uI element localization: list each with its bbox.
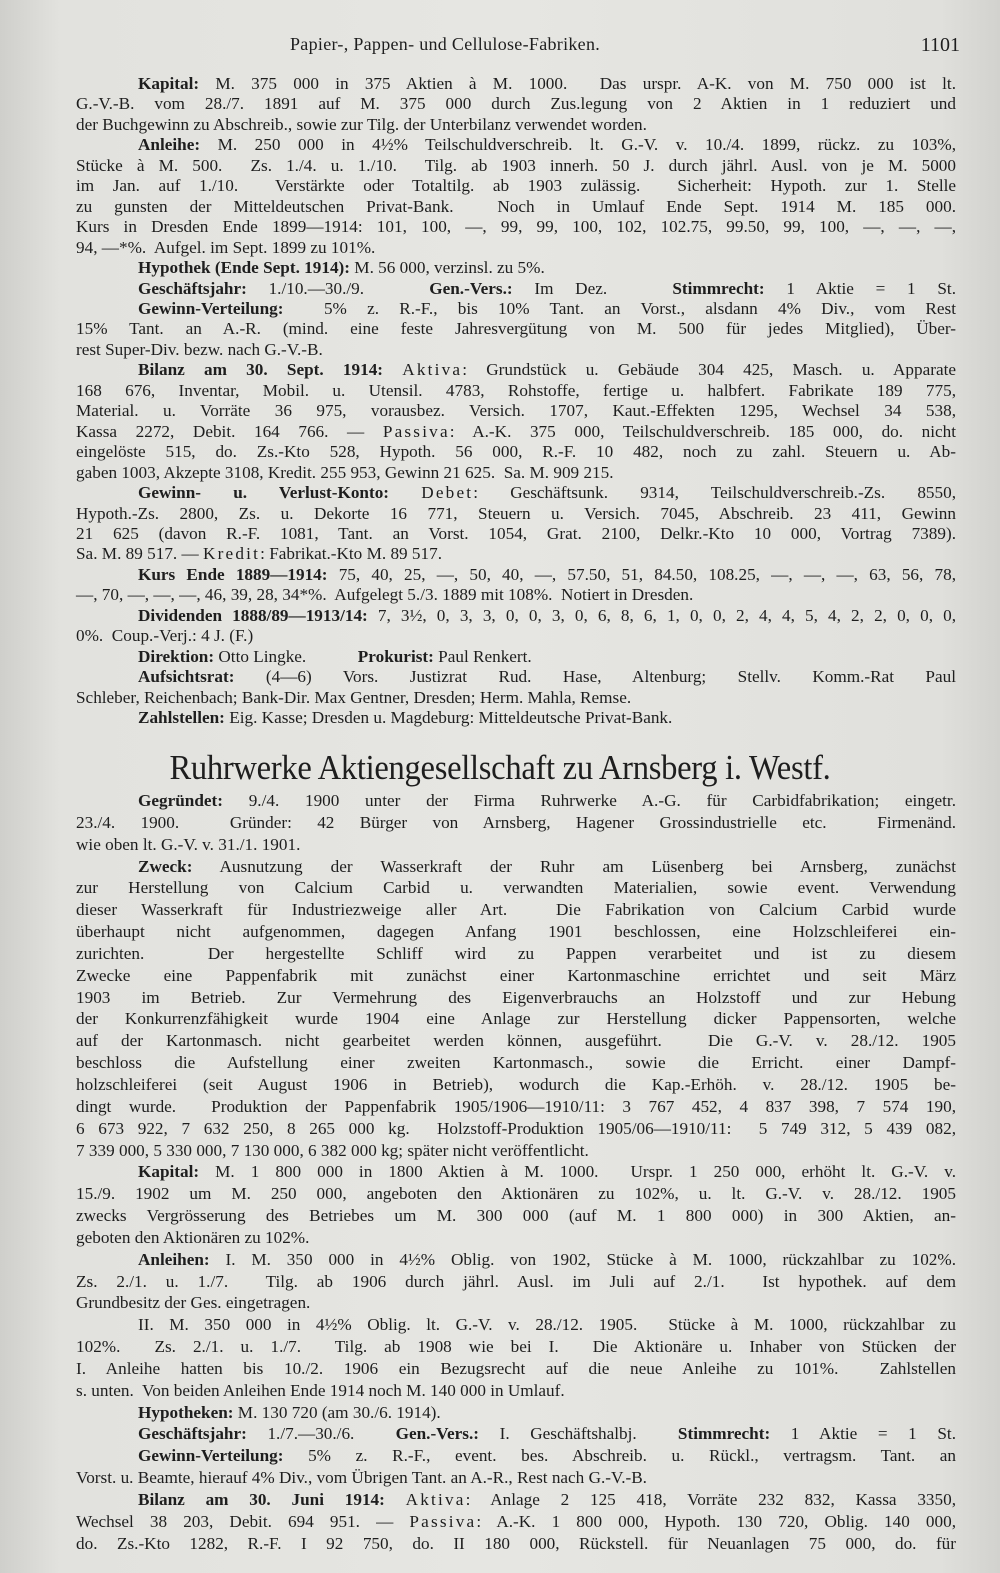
spaced-label: Kredit <box>203 544 261 564</box>
text-run: zwecks Vergrösserung des Betriebes um M. 300 000 (auf M. 1 800 000) in 300 Aktien, an- <box>76 1206 956 1226</box>
text-run: Zwecke eine Pappenfabrik mit zunächst einer Kartonmaschine errichtet und seit März <box>76 965 956 985</box>
text-line <box>76 1183 956 1205</box>
text-run: Stücke à M. 500. Zs. 1./4. u. 1./10. Tilg. ab 1903 innerh. 50 J. durch jährl. Ausl. von je M. 5000 <box>76 155 956 175</box>
text-run: dieser Wasserkraft für Industriezweige aller Art. Die Fabrikation von Calcium Carbid wurde <box>76 900 956 920</box>
text-run: Hypoth.-Zs. 2800, Zs. u. Dekorte 16 771, Steuern u. Versich. 7045, Abschreib. 23 411, Gewinn <box>76 503 956 523</box>
text-run: 9./4. 1900 unter der Firma Ruhrwerke A.-G. für Carbidfabrikation; eingetr. <box>222 791 956 810</box>
spaced-label: Passiva <box>382 421 450 441</box>
text-line <box>76 877 956 899</box>
text-line <box>76 1271 956 1293</box>
text-run: zu gunsten der Mitteldeutschen Privat-Bank. Noch in Umlauf Ende Sept. 1914 M. 185 000. <box>76 196 956 216</box>
text-run: rest Super-Div. bezw. nach G.-V.-B. <box>76 339 323 359</box>
text-run: —, 70, —, —, —, 46, 39, 28, 34*%. Aufgelegt 5./3. 1889 mit 108%. Notiert in Dresden. <box>76 585 694 605</box>
text-run: II. M. 350 000 in 4½% Oblig. lt. G.-V. v. 28./12. 1905. Stücke à M. 1000, rückzahlbar zu <box>138 1315 956 1335</box>
paragraph <box>76 708 956 728</box>
text-line <box>76 463 956 483</box>
text-line <box>76 1096 956 1118</box>
page-number: 1101 <box>920 34 960 56</box>
field-label: Gewinn-Verteilung: <box>138 298 284 318</box>
text-line <box>76 943 956 965</box>
text-run: der Konkurrenzfähigkeit wurde 1904 eine Anlage zur Herstellung dicker Pappensorten, welche <box>76 1009 956 1029</box>
text-run: zur Herstellung von Calcium Carbid u. verwandten Materialien, sowie event. Verwendung <box>76 878 956 898</box>
text-run: 94, —*%. Aufgel. im Sept. 1899 zu 101%. <box>76 237 376 257</box>
text-line <box>76 565 956 585</box>
text-line <box>76 1140 956 1162</box>
text-run: im Jan. auf 1./10. Verstärkte oder Totaltilg. ab 1903 zulässig. Sicherheit: Hypoth. zur 1. Stelle <box>76 176 956 196</box>
text-line <box>76 1249 956 1271</box>
spaced-label: Aktiva <box>402 360 463 380</box>
text-line <box>76 1380 956 1402</box>
running-header <box>290 34 960 58</box>
text-run: 1 Aktie = 1 St. <box>764 278 957 298</box>
paragraph <box>76 1423 956 1445</box>
text-run: beschloss die Aufstellung einer zweiten Kartonmasch., sowie die Erricht. einer Dampf- <box>76 1053 956 1073</box>
paragraph <box>76 1402 956 1424</box>
field-label: Zahlstellen: <box>138 708 225 728</box>
text-line <box>76 1402 956 1424</box>
text-line <box>76 606 956 626</box>
field-label: Hypothek (Ende Sept. 1914): <box>138 258 350 278</box>
text-run <box>385 1490 406 1509</box>
paragraph <box>76 1249 956 1315</box>
field-label: Kurs Ende 1889—1914: <box>138 564 328 584</box>
text-line <box>76 812 956 834</box>
text-run: 1903 im Betrieb. Zur Vermehrung des Eigenverbrauchs an Holzstoff und zur Hebung <box>76 987 956 1007</box>
text-run: 6 673 922, 7 632 250, 8 265 000 kg. Holzstoff-Produktion 1905/06—1910/11: 5 749 312, 5 439 082, <box>76 1118 956 1138</box>
text-run: Wechsel 38 203, Debit. 694 951. — <box>76 1511 410 1531</box>
paragraph <box>76 667 956 708</box>
field-label: Anleihen: <box>138 1249 210 1269</box>
text-run: 1 Aktie = 1 St. <box>770 1424 957 1444</box>
text-run: : Geschäftsunk. 9314, Teilschuldverschreib.-Zs. 8550, <box>473 483 956 503</box>
text-run: Kurs in Dresden Ende 1899—1914: 101, 100, —, 99, 99, 100, 102, 102.75, 99.50, 99, 100, —, —, —, <box>76 217 956 237</box>
field-label: Kapital: <box>138 1162 200 1182</box>
field-label: Gewinn- u. Verlust-Konto: <box>138 483 390 503</box>
text-run: : Fabrikat.-Kto M. 89 517. <box>260 544 443 564</box>
text-line <box>76 340 956 360</box>
paragraph <box>76 483 956 565</box>
text-run: 23./4. 1900. Gründer: 42 Bürger von Arnsberg, Hagener Grossindustrielle etc. Firmenänd. <box>76 812 956 832</box>
text-line <box>76 401 956 421</box>
text-line <box>76 258 956 278</box>
text-run: 7, 3½, 0, 3, 3, 0, 0, 3, 0, 6, 8, 6, 1, 0, 0, 2, 4, 4, 5, 4, 2, 2, 0, 0, 0, <box>367 605 957 625</box>
company-heading: Ruhrwerke Aktiengesellschaft zu Arnsberg i. Westf. <box>169 748 831 787</box>
text-run: : Anlage 2 125 418, Vorräte 232 832, Kassa 3350, <box>465 1490 957 1509</box>
spaced-label: Aktiva <box>405 1490 466 1509</box>
text-line <box>76 647 956 667</box>
paragraph <box>76 74 956 135</box>
text-run: 5% z. R.-F., event. bes. Abschreib. u. Rückl., vertragsm. Tant. an <box>283 1446 956 1466</box>
text-line <box>76 156 956 176</box>
text-run: auf der Kartonmasch. nicht gearbeitet werden können, ausgeführt. Die G.-V. v. 28./12. 1905 <box>76 1031 956 1051</box>
text-run: : A.-K. 1 800 000, Hypoth. 130 720, Oblig. 140 000, <box>476 1511 956 1531</box>
text-run: holzschleiferei (seit August 1906 in Betrieb), wodurch die Kap.-Erhöh. v. 28./12. 1905 be- <box>76 1074 956 1094</box>
text-line <box>76 1161 956 1183</box>
field-label: Hypotheken: <box>138 1402 234 1422</box>
text-run <box>389 483 421 502</box>
field-label: Gen.-Vers.: <box>429 278 513 298</box>
text-line <box>76 1118 956 1140</box>
text-line <box>76 360 956 380</box>
field-label: Anleihe: <box>138 135 201 155</box>
text-line <box>76 1533 956 1555</box>
text-line <box>76 1336 956 1358</box>
text-line <box>76 1052 956 1074</box>
text-line <box>76 585 956 605</box>
field-label: Dividenden 1888/89—1913/14: <box>138 605 368 625</box>
text-line <box>76 834 956 856</box>
field-label: Prokurist: <box>357 646 434 666</box>
text-run: Zs. 2./1. u. 1./7. Tilg. ab 1906 durch jährl. Ausl. im Juli auf 2./1. Ist hypothek. auf dem <box>76 1271 956 1291</box>
paragraph <box>76 790 956 856</box>
text-line <box>76 1445 956 1467</box>
text-line <box>76 238 956 258</box>
text-line <box>76 319 956 339</box>
text-run: 5% z. R.-F., bis 10% Tant. an Vorst., alsdann 4% Div., vom Rest <box>283 298 956 318</box>
text-run: Kassa 2272, Debit. 164 766. — <box>76 421 383 441</box>
text-run: Otto Lingke. <box>214 646 358 666</box>
text-line <box>76 1205 956 1227</box>
text-line <box>76 987 956 1009</box>
text-run: Paul Renkert. <box>433 646 532 666</box>
field-label: Gegründet: <box>138 791 223 810</box>
text-run: gaben 1003, Akzepte 3108, Kredit. 255 953, Gewinn 21 625. Sa. M. 909 215. <box>76 462 614 482</box>
ruhrwerke-entry <box>76 790 956 1555</box>
text-line <box>76 176 956 196</box>
text-line <box>76 217 956 237</box>
text-run: G.-V.-B. vom 28./7. 1891 auf M. 375 000 durch Zus.legung von 2 Aktien in 1 reduziert und <box>76 94 956 114</box>
text-run: M. 130 720 (am 30./6. 1914). <box>233 1402 441 1422</box>
text-run: überhaupt nicht aufgenommen, dagegen Anfang 1901 beschlossen, eine Holzschleiferei ein- <box>76 922 956 942</box>
paragraph <box>76 856 956 1162</box>
text-line <box>76 1489 956 1511</box>
text-line <box>76 544 956 564</box>
text-run: I. Geschäftshalbj. <box>478 1424 678 1444</box>
spaced-label: Debet <box>421 483 474 503</box>
text-run: do. Zs.-Kto 1282, R.-F. I 92 750, do. II 180 000, Rückstell. für Neuanlagen 75 000, do. für <box>76 1533 956 1553</box>
paragraph <box>76 1445 956 1489</box>
text-run: eingelöste 515, do. Zs.-Kto 528, Hypoth. 56 000, R.-F. 10 482, noch zu zahl. Steuern u. Ab- <box>76 442 956 462</box>
text-run: I. M. 350 000 in 4½% Oblig. von 1902, Stücke à M. 1000, rückzahlbar zu 102%. <box>209 1249 956 1269</box>
text-line <box>76 1008 956 1030</box>
field-label: Direktion: <box>138 646 215 666</box>
field-label: Stimmrecht: <box>672 278 765 298</box>
text-run: Material. u. Vorräte 36 975, vorausbez. Versich. 1707, Kaut.-Effekten 1295, Wechsel 34 538, <box>76 401 956 421</box>
text-line <box>76 1511 956 1533</box>
text-run: : Grundstück u. Gebäude 304 425, Masch. u. Apparate <box>462 360 957 380</box>
paragraph <box>76 1489 956 1555</box>
text-line <box>76 197 956 217</box>
paragraph <box>76 258 956 278</box>
text-line <box>76 524 956 544</box>
field-label: Bilanz am 30. Juni 1914: <box>138 1490 385 1509</box>
text-run: Im Dez. <box>512 278 673 298</box>
text-run: 21 625 (davon R.-F. 1081, Tant. an Vorst. 1054, Grat. 2100, Delkr.-Kto 10 000, Vortrag 7389). <box>76 523 956 543</box>
text-run: 102%. Zs. 2./1. u. 1./7. Tilg. ab 1908 wie bei I. Die Aktionäre u. Inhaber von Stücken der <box>76 1337 956 1357</box>
text-line <box>76 1467 956 1489</box>
text-line <box>76 1358 956 1380</box>
text-run: Ausnutzung der Wasserkraft der Ruhr am Lüsenberg bei Arnsberg, zunächst <box>192 856 956 876</box>
text-run: Grundbesitz der Ges. eingetragen. <box>76 1293 311 1313</box>
text-run: Sa. M. 89 517. — <box>76 544 204 564</box>
text-line <box>76 115 956 135</box>
text-line <box>76 965 956 987</box>
text-line <box>76 1030 956 1052</box>
field-label: Geschäftsjahr: <box>138 1424 247 1444</box>
paragraph <box>76 135 956 258</box>
text-run: 15./9. 1902 um M. 250 000, angeboten den Aktionären zu 102%, u. lt. G.-V. v. 28./12. 1905 <box>76 1184 956 1204</box>
text-run: Eig. Kasse; Dresden u. Magdeburg: Mitteldeutsche Privat-Bank. <box>224 708 673 728</box>
text-run: M. 250 000 in 4½% Teilschuldverschreib. lt. G.-V. v. 10./4. 1899, rückz. zu 103%, <box>200 135 956 155</box>
text-run: Vorst. u. Beamte, hierauf 4% Div., vom Übrigen Tant. an A.-R., Rest nach G.-V.-B. <box>76 1468 647 1488</box>
field-label: Aufsichtsrat: <box>138 667 235 687</box>
text-run: s. unten. Von beiden Anleihen Ende 1914 noch M. 140 000 in Umlauf. <box>76 1380 565 1400</box>
text-line <box>76 1314 956 1336</box>
text-line <box>76 1423 956 1445</box>
text-line <box>76 279 956 299</box>
text-line <box>76 483 956 503</box>
text-run: I. Anleihe hatten bis 10./2. 1906 ein Bezugsrecht auf die neue Anleihe zu 101%. Zahlstellen <box>76 1358 956 1378</box>
text-line <box>76 299 956 319</box>
text-run: M. 1 800 000 in 1800 Aktien à M. 1000. Urspr. 1 250 000, erhöht lt. G.-V. v. <box>199 1162 956 1182</box>
text-run: geboten den Aktionären zu 102%. <box>76 1227 310 1247</box>
text-run: der Buchgewinn zu Abschreib., sowie zur Tilg. der Unterbilanz verwendet worden. <box>76 114 647 134</box>
text-line <box>76 381 956 401</box>
field-label: Stimmrecht: <box>677 1424 771 1444</box>
running-title: Papier-, Pappen- und Cellulose-Fabriken. <box>290 34 601 54</box>
paragraph <box>76 299 956 360</box>
text-line <box>76 1074 956 1096</box>
paragraph <box>76 279 956 299</box>
previous-company-entry <box>76 74 956 729</box>
field-label: Geschäftsjahr: <box>138 278 247 298</box>
text-line <box>76 856 956 878</box>
text-line <box>76 626 956 646</box>
field-label: Gen.-Vers.: <box>395 1424 479 1444</box>
text-line <box>76 921 956 943</box>
field-label: Kapital: <box>138 74 200 93</box>
text-line <box>76 504 956 524</box>
field-label: Gewinn-Verteilung: <box>138 1446 284 1466</box>
text-line <box>76 1227 956 1249</box>
text-run: Schleber, Reichenbach; Bank-Dir. Max Gentner, Dresden; Herm. Mahla, Remse. <box>76 687 632 707</box>
field-label: Zweck: <box>138 856 193 876</box>
text-line <box>76 790 956 812</box>
text-run <box>383 360 402 379</box>
text-line <box>76 422 956 442</box>
spaced-label: Passiva <box>409 1511 477 1531</box>
text-line <box>76 1292 956 1314</box>
paragraph <box>76 606 956 647</box>
text-run: 0%. Coup.-Verj.: 4 J. (F.) <box>76 626 254 646</box>
paragraph <box>76 1314 956 1401</box>
text-line <box>76 708 956 728</box>
text-run: 7 339 000, 5 330 000, 7 130 000, 6 382 000 kg; später nicht veröffentlicht. <box>76 1140 589 1160</box>
paragraph <box>76 565 956 606</box>
text-line <box>76 667 956 687</box>
text-run: 1./10.—30./9. <box>246 278 430 298</box>
text-line <box>76 94 956 114</box>
text-run: dingt wurde. Produktion der Pappenfabrik 1905/1906—1910/11: 3 767 452, 4 837 398, 7 574 190, <box>76 1096 956 1116</box>
paragraph <box>76 1161 956 1248</box>
text-line <box>76 442 956 462</box>
paragraph <box>76 647 956 667</box>
text-run: 168 676, Inventar, Mobil. u. Utensil. 4783, Rohstoffe, fertige u. halbfert. Fabrikate 189 775, <box>76 380 956 400</box>
field-label: Bilanz am 30. Sept. 1914: <box>138 360 384 380</box>
text-run: M. 375 000 in 375 Aktien à M. 1000. Das urspr. A-K. von M. 750 000 ist lt. <box>199 74 956 93</box>
text-run: zurichten. Der hergestellte Schliff wird zu Pappen verarbeitet und ist zu diesem <box>76 943 956 963</box>
text-line <box>76 74 956 94</box>
text-line <box>76 135 956 155</box>
text-run: M. 56 000, verzinsl. zu 5%. <box>350 258 545 278</box>
text-run: 1./7.—30./6. <box>246 1424 396 1444</box>
paragraph <box>76 360 956 483</box>
text-run: 75, 40, 25, —, 50, 40, —, 57.50, 51, 84.50, 108.25, —, —, —, 63, 56, 78, <box>327 564 956 584</box>
text-line <box>76 688 956 708</box>
text-run: : A.-K. 375 000, Teilschuldverschreib. 185 000, do. nicht <box>449 421 957 441</box>
text-run: 15% Tant. an A.-R. (mind. eine feste Jahresvergütung von M. 500 für jedes Mitglied), Über- <box>76 319 956 339</box>
text-line <box>76 899 956 921</box>
text-run: (4—6) Vors. Justizrat Rud. Hase, Altenburg; Stellv. Komm.-Rat Paul <box>234 667 956 687</box>
text-run: wie oben lt. G.-V. v. 31./1. 1901. <box>76 834 301 854</box>
